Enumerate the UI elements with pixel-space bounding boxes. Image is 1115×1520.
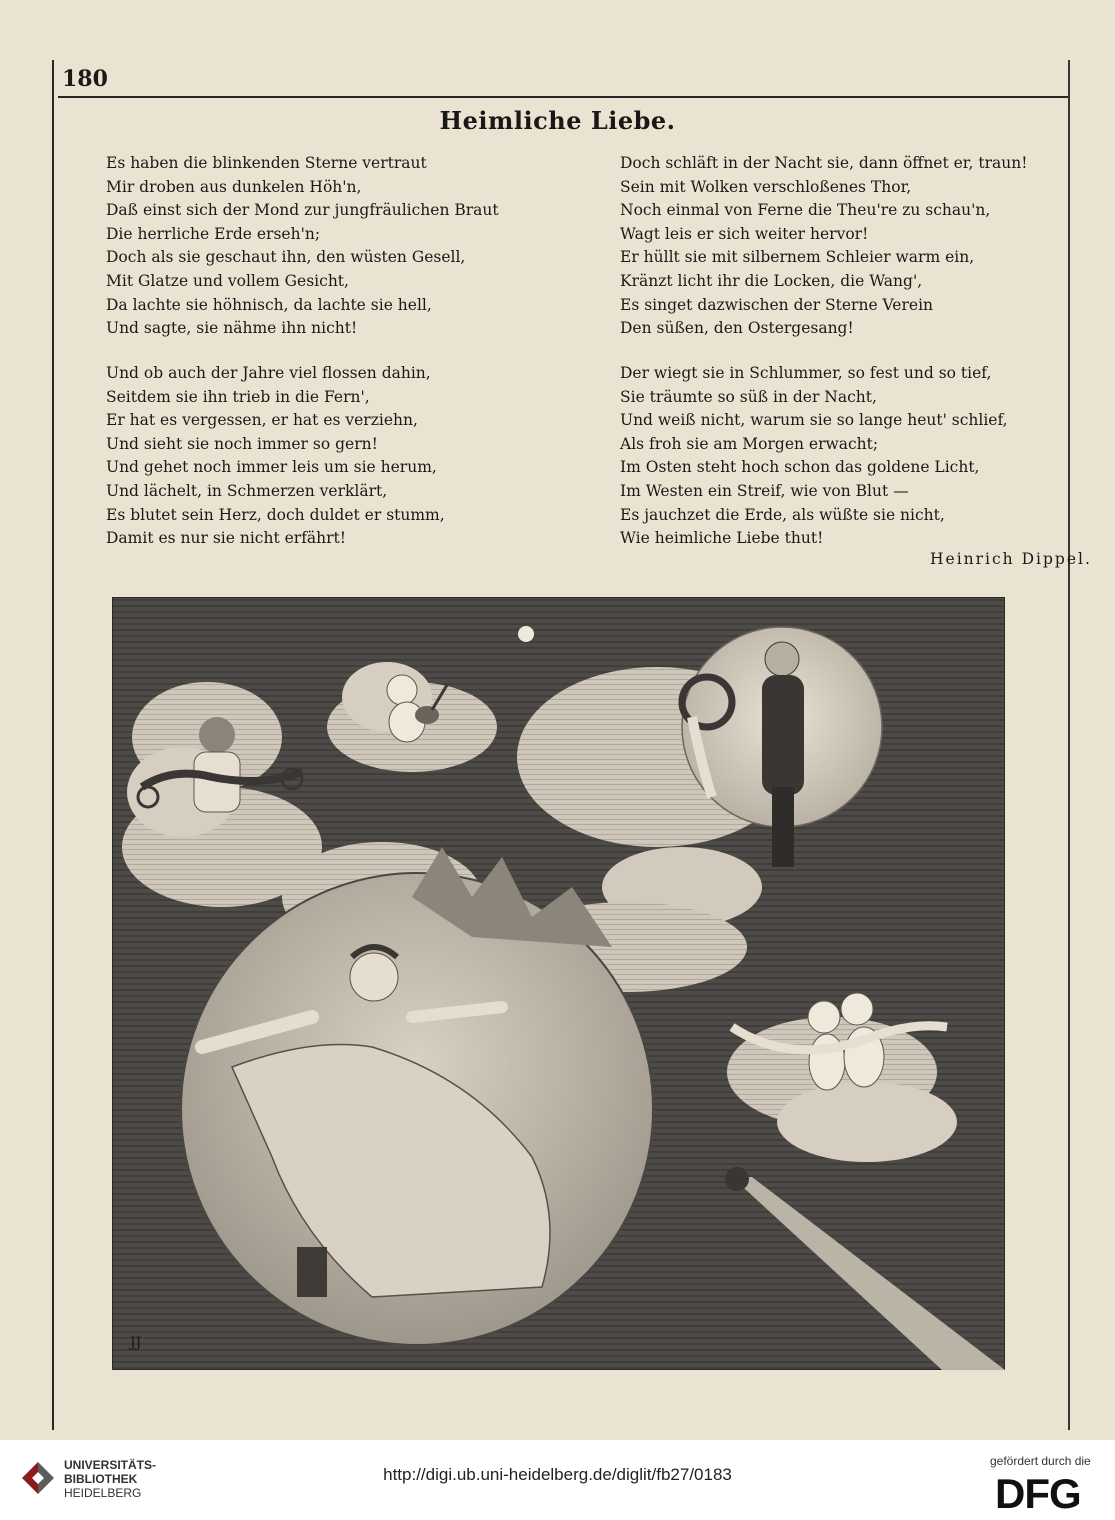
stanza-left-1 [106, 152, 499, 341]
engraving-illustration [112, 597, 1005, 1370]
verse-line: Es blutet sein Herz, doch duldet er stumm, [106, 505, 445, 524]
stanza-right-1 [620, 152, 1027, 341]
header-rule [58, 96, 1068, 98]
verse-line: Doch schläft in der Nacht sie, dann öffnet er, traun! [620, 154, 1028, 172]
verse-line: Mir droben aus dunkelen Höh'n, [106, 177, 362, 196]
verse-line: Sie träumte so süß in der Nacht, [620, 387, 877, 406]
verse-line: Und lächelt, in Schmerzen verklärt, [106, 481, 388, 500]
author-signature: Heinrich Dippel. [930, 550, 1092, 568]
left-margin-rule [52, 60, 54, 1430]
verse-line: Und gehet noch immer leis um sie herum, [106, 458, 437, 477]
verse-line: Es haben die blinkenden Sterne vertraut [106, 154, 427, 172]
right-margin-rule [1068, 60, 1070, 1430]
verse-line: Doch als sie geschaut ihn, den wüsten Gesell, [106, 248, 466, 267]
funding-caption: gefördert durch die [990, 1454, 1091, 1468]
verse-line: Der wiegt sie in Schlummer, so fest und so tief, [620, 364, 992, 382]
verse-line: Wie heimliche Liebe thut! [620, 529, 824, 548]
verse-line: Mit Glatze und vollem Gesicht, [106, 271, 349, 290]
verse-line: Daß einst sich der Mond zur jungfräulichen Braut [106, 201, 499, 220]
verse-line: Im Westen ein Streif, wie von Blut — [620, 481, 909, 500]
library-name-line: HEIDELBERG [64, 1486, 142, 1500]
verse-line: Es singet dazwischen der Sterne Verein [620, 295, 934, 314]
dfg-logo: DFG [995, 1470, 1081, 1517]
verse-line: Damit es nur sie nicht erfährt! [106, 529, 347, 548]
verse-line: Und ob auch der Jahre viel flossen dahin, [106, 364, 431, 382]
stanza-left-2 [106, 362, 445, 551]
verse-line: Kränzt licht ihr die Locken, die Wang', [620, 271, 923, 290]
library-name-line: UNIVERSITÄTS- [64, 1458, 157, 1472]
verse-line: Die herrliche Erde erseh'n; [106, 224, 321, 243]
verse-line: Und weiß nicht, warum sie so lange heut' schlief, [620, 411, 1008, 430]
artist-monogram: JJ [130, 1335, 142, 1351]
verse-line: Im Osten steht hoch schon das goldene Licht, [620, 458, 980, 477]
verse-line: Es jauchzet die Erde, als wüßte sie nicht, [620, 505, 945, 524]
verse-line: Er hüllt sie mit silbernem Schleier warm ein, [620, 248, 975, 267]
source-url-link[interactable]: http://digi.ub.uni-heidelberg.de/diglit/fb27/0183 [383, 1465, 732, 1484]
verse-line: Und sagte, sie nähme ihn nicht! [106, 319, 358, 338]
verse-line: Er hat es vergessen, er hat es verziehn, [106, 411, 418, 430]
library-name-line: BIBLIOTHEK [64, 1472, 138, 1486]
verse-line: Noch einmal von Ferne die Theu're zu schau'n, [620, 201, 991, 220]
star-icon [518, 626, 534, 642]
verse-line: Und sieht sie noch immer so gern! [106, 434, 378, 453]
page-number: 180 [62, 66, 108, 92]
verse-line: Seitdem sie ihn trieb in die Fern', [106, 387, 370, 406]
verse-line: Da lachte sie höhnisch, da lachte sie hell, [106, 295, 432, 314]
poem-title: Heimliche Liebe. [439, 106, 676, 135]
verse-line: Sein mit Wolken verschloßenes Thor, [620, 177, 912, 196]
verse-line: Wagt leis er sich weiter hervor! [620, 224, 869, 243]
verse-line: Als froh sie am Morgen erwacht; [620, 434, 879, 453]
verse-line: Den süßen, den Ostergesang! [620, 319, 854, 338]
stanza-right-2 [620, 362, 1008, 551]
